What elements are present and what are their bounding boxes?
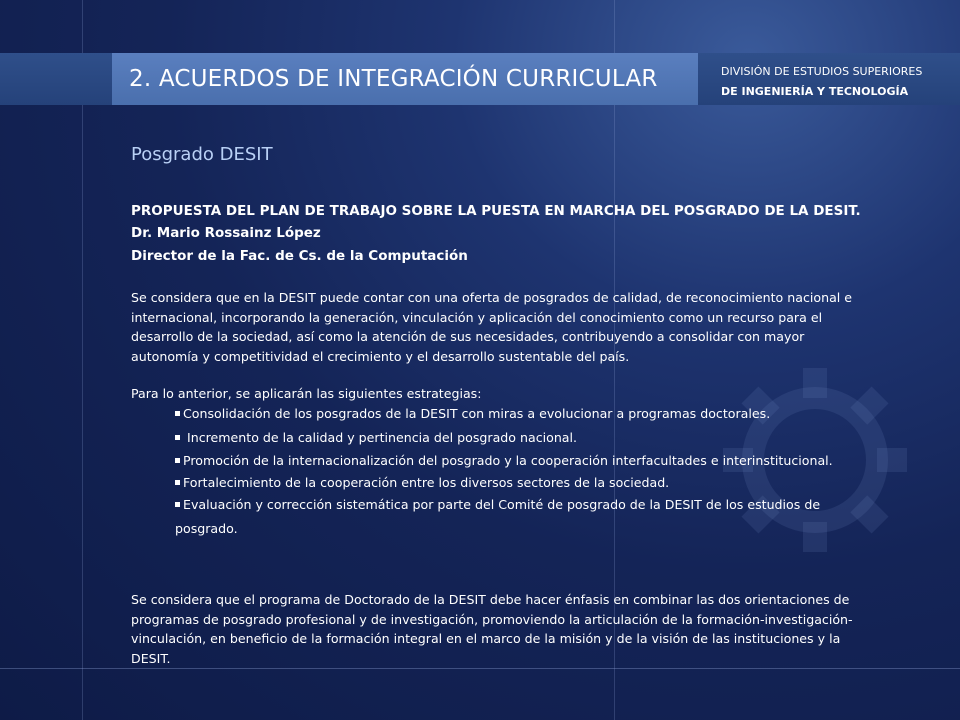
strategy-item: Evaluación y corrección sistemática por parte del Comité de posgrado de la DESIT de los estudios de posgrado. (175, 497, 821, 536)
bullet-square-icon (175, 435, 180, 440)
strategy-item: Fortalecimiento de la cooperación entre los diversos sectores de la sociedad. (175, 475, 669, 490)
closing-paragraph: Se considera que el programa de Doctorado de la DESIT debe hacer énfasis en combinar las dos orientaciones de programas de posgrado profesional y de investigación, promoviendo la articulación de la formación-investigación-vinculación, en beneficio de la formación integral en el marco de la misión y de la visión de las instituciones y la DESIT. (131, 592, 853, 666)
proposal-title: PROPUESTA DEL PLAN DE TRABAJO SOBRE LA PUESTA EN MARCHA DEL POSGRADO DE LA DESIT. (131, 203, 861, 219)
division-name-line1: DIVISIÓN DE ESTUDIOS SUPERIORES (721, 65, 923, 78)
section-subtitle: Posgrado DESIT (131, 144, 273, 165)
author-role: Director de la Fac. de Cs. de la Computación (131, 248, 468, 264)
intro-paragraph: Se considera que en la DESIT puede contar con una oferta de posgrados de calidad, de reconocimiento nacional e internacional, incorporando la generación, vinculación y aplicación del conocimiento como un recurso para el desarrollo de la sociedad, así como la atención de sus necesidades, contribuyendo a consolidar con mayor autonomía y competitividad el crecimiento y el desarrollo sustentable del país. (131, 290, 853, 364)
division-name-line2: DE INGENIERÍA Y TECNOLOGÍA (721, 85, 909, 98)
strategies-intro: Para lo anterior, se aplicarán las siguientes estrategias: (131, 386, 482, 401)
strategy-item: Consolidación de los posgrados de la DESIT con miras a evolucionar a programas doctorales. (175, 406, 770, 421)
bullet-square-icon (175, 480, 180, 485)
strategy-item: Promoción de la internacionalización del posgrado y la cooperación interfacultades e interinstitucional. (175, 453, 833, 468)
bullet-square-icon (175, 411, 180, 416)
decorative-vertical-line (82, 0, 83, 720)
bullet-square-icon (175, 458, 180, 463)
page-title: 2. ACUERDOS DE INTEGRACIÓN CURRICULAR (129, 66, 658, 92)
strategy-item: Incremento de la calidad y pertinencia del posgrado nacional. (175, 430, 577, 445)
author-name: Dr. Mario Rossainz López (131, 225, 321, 241)
bullet-square-icon (175, 502, 180, 507)
decorative-horizontal-line (0, 668, 960, 669)
